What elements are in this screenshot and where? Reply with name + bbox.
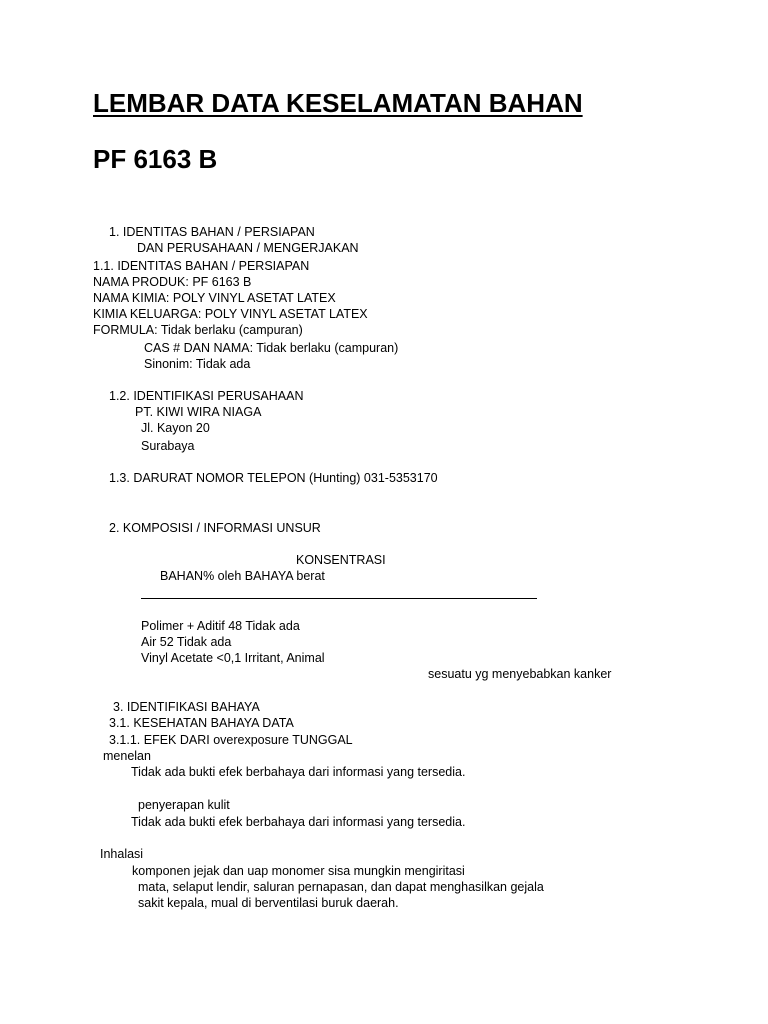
subsection-3-1-1-heading: 3.1.1. EFEK DARI overexposure TUNGGAL: [109, 733, 353, 747]
cas-line: CAS # DAN NAMA: Tidak berlaku (campuran): [144, 341, 399, 355]
company-name: PT. KIWI WIRA NIAGA: [135, 405, 262, 419]
product-name-line: NAMA PRODUK: PF 6163 B: [93, 275, 252, 289]
chemical-name-line: NAMA KIMIA: POLY VINYL ASETAT LATEX: [93, 291, 336, 305]
document-title: LEMBAR DATA KESELAMATAN BAHAN: [93, 88, 583, 118]
concentration-column-header: KONSENTRASI: [296, 553, 386, 567]
subsection-1-2-heading: 1.2. IDENTIFIKASI PERUSAHAAN: [109, 389, 304, 403]
ingestion-label: menelan: [103, 749, 151, 763]
composition-row: Vinyl Acetate <0,1 Irritant, Animal: [141, 651, 325, 665]
table-header-divider: [141, 598, 537, 599]
synonym-line: Sinonim: Tidak ada: [144, 357, 251, 371]
product-code-heading: PF 6163 B: [93, 144, 218, 174]
company-city: Surabaya: [141, 439, 195, 453]
subsection-1-3-emergency-phone: 1.3. DARURAT NOMOR TELEPON (Hunting) 031-5353170: [109, 471, 438, 485]
section-3-heading: 3. IDENTIFIKASI BAHAYA: [113, 700, 260, 714]
skin-absorption-text: Tidak ada bukti efek berbahaya dari informasi yang tersedia.: [131, 815, 466, 829]
composition-row: Polimer + Aditif 48 Tidak ada: [141, 619, 300, 633]
inhalation-text-line: sakit kepala, mual di berventilasi buruk daerah.: [138, 896, 399, 910]
composition-row: Air 52 Tidak ada: [141, 635, 232, 649]
composition-row-continuation: sesuatu yg menyebabkan kanker: [428, 667, 612, 681]
formula-line: FORMULA: Tidak berlaku (campuran): [93, 323, 303, 337]
section-2-heading: 2. KOMPOSISI / INFORMASI UNSUR: [109, 521, 321, 535]
inhalation-text-line: mata, selaput lendir, saluran pernapasan, dan dapat menghasilkan gejala: [138, 880, 544, 894]
chemical-family-line: KIMIA KELUARGA: POLY VINYL ASETAT LATEX: [93, 307, 368, 321]
section-1-heading-line-2: DAN PERUSAHAAN / MENGERJAKAN: [137, 241, 359, 255]
company-street: Jl. Kayon 20: [141, 421, 210, 435]
section-1-heading-line-1: 1. IDENTITAS BAHAN / PERSIAPAN: [109, 225, 315, 239]
ingestion-text: Tidak ada bukti efek berbahaya dari informasi yang tersedia.: [131, 765, 466, 779]
inhalation-text-line: komponen jejak dan uap monomer sisa mungkin mengiritasi: [132, 864, 465, 878]
skin-absorption-label: penyerapan kulit: [138, 798, 230, 812]
composition-table-header: BAHAN% oleh BAHAYA berat: [160, 569, 325, 583]
inhalation-label: Inhalasi: [100, 847, 144, 861]
subsection-3-1-heading: 3.1. KESEHATAN BAHAYA DATA: [109, 716, 294, 730]
subsection-1-1-heading: 1.1. IDENTITAS BAHAN / PERSIAPAN: [93, 259, 310, 273]
